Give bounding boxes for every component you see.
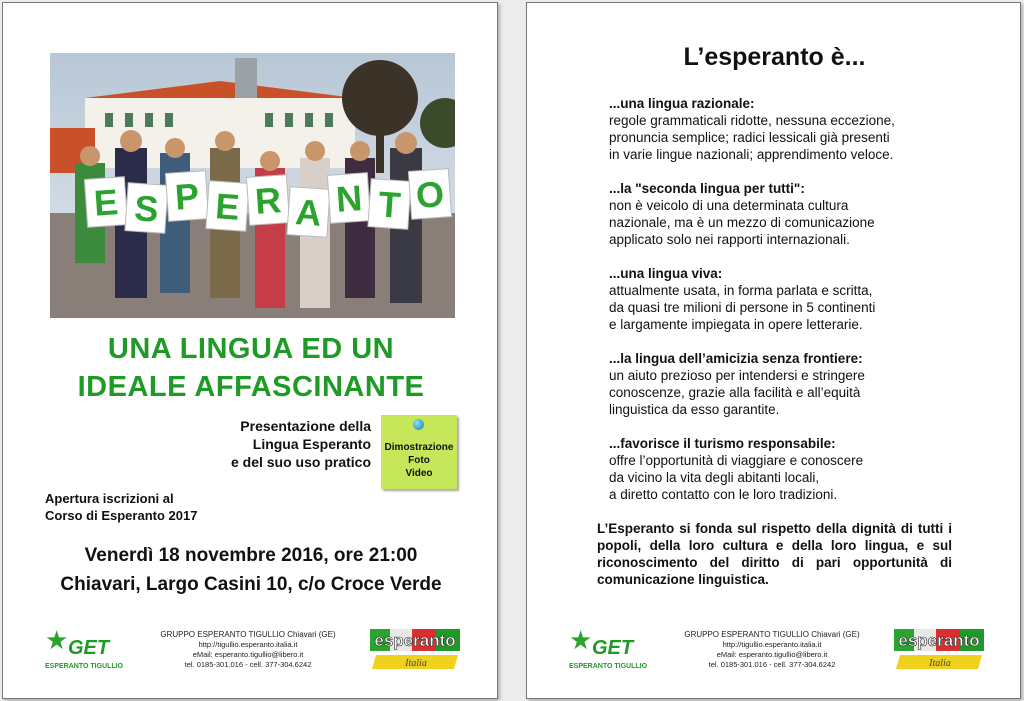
sign-card [165,171,208,222]
section-rational [609,95,939,163]
section-second-language [609,180,939,248]
sign-letter: A [294,191,323,234]
section-line: da vicino la vita degli abitanti locali, [609,470,820,485]
sign-card [84,177,127,228]
logo-text: GET [592,637,634,659]
section-heading: ...la lingua dell’amicizia senza frontiere: [609,351,863,366]
event-place: Chiavari, Largo Casini 10, c/o Croce Verde [60,574,442,595]
esperanto-italia-logo [892,625,987,673]
sign-letter: O [414,173,446,216]
logo-brand: esperanto [374,631,456,650]
presentation-line: e del suo uso pratico [230,454,371,470]
section-heading: ...la "seconda lingua per tutti": [609,181,805,196]
section-friendship [609,350,939,418]
section-line: e largamente impiegata in opere letterarie. [609,317,863,332]
phone-numbers: tel. 0185-301.016 - cell. 377-304.6242 [708,660,836,669]
section-heading: ...favorisce il turismo responsabile: [609,436,836,451]
presentation-line: Presentazione della [240,418,371,434]
star-icon: ★ [569,625,593,655]
website-link[interactable]: http://tigullio.esperanto.italia.it [722,640,822,649]
headline-line-1: UNA LINGUA ED UN [107,333,395,365]
sign-card [327,173,370,224]
enrollment-notice [45,490,197,524]
sign-card [125,183,168,234]
sign-card [408,169,451,220]
sign-letter: T [377,183,402,226]
logo-brand-sub: Italia [405,658,427,669]
enroll-line: Apertura iscrizioni al [45,491,174,506]
sign-letter: N [334,177,364,220]
sticky-line: Foto [408,455,430,466]
logo-subtitle: ESPERANTO TIGULLIO [45,663,124,670]
website-link[interactable]: http://tigullio.esperanto.italia.it [198,640,298,649]
section-line: attualmente usata, in forma parlata e scritta, [609,283,873,298]
sign-card [287,187,330,238]
sticky-note [381,415,457,489]
section-line: nazionale, ma è un mezzo di comunicazione [609,215,875,230]
sign-letter: R [253,179,283,222]
section-tourism [609,435,939,503]
phone-numbers: tel. 0185-301.016 - cell. 377-304.6242 [184,660,312,669]
get-logo [567,627,657,677]
sign-card [206,181,249,232]
section-line: non è veicolo di una determinata cultura [609,198,849,213]
group-name: GRUPPO ESPERANTO TIGULLIO Chiavari (GE) [160,630,336,639]
logo-brand-sub: Italia [929,658,951,669]
sticky-line: Dimostrazione [384,442,454,453]
section-line: pronuncia semplice; radici lessicali già presenti [609,130,890,145]
section-line: in varie lingue nazionali; apprendimento veloce. [609,147,894,162]
section-line: conoscenze, grazie alla facilità e all’equità [609,385,861,400]
esperanto-italia-logo [368,625,463,673]
email-address[interactable]: eMail: esperanto.tigullio@libero.it [192,650,304,659]
footer [527,625,1020,685]
contact-info [677,630,867,670]
section-heading: ...una lingua razionale: [609,96,755,111]
presentation-text [231,417,371,471]
sign-letter: P [173,175,201,218]
event-date: Venerdì 18 novembre 2016, ore 21:00 [84,545,418,566]
flyer-front-page [2,2,498,699]
contact-info [153,630,343,670]
closing-statement: L’Esperanto si fonda sul rispetto della dignità di tutti i popoli, della loro cultura e della loro lingua, e sul riconoscimento del diritto di pari opportunità di comunicazione linguistica. [597,521,952,587]
email-address[interactable]: eMail: esperanto.tigullio@libero.it [716,650,828,659]
sign-letter: S [133,187,160,230]
section-line: linguistica da esso garantite. [609,402,780,417]
get-logo [43,627,133,677]
flyer-back-page [526,2,1021,699]
group-name: GRUPPO ESPERANTO TIGULLIO Chiavari (GE) [684,630,860,639]
section-line: a diretto contatto con le loro tradizioni. [609,487,838,502]
logo-text: GET [68,637,110,659]
footer [3,625,497,685]
pushpin-icon [413,419,424,430]
sign-card [246,175,289,226]
page-title: L’esperanto è... [683,43,866,71]
presentation-line: Lingua Esperanto [252,436,371,452]
section-heading: ...una lingua viva: [609,266,723,281]
group-photo [50,53,455,318]
section-living-language [609,265,939,333]
logo-brand: esperanto [898,631,980,650]
sign-letter: E [214,185,241,228]
headline-line-2: IDEALE AFFASCINANTE [77,371,425,403]
enroll-line: Corso di Esperanto 2017 [45,508,198,523]
logo-subtitle: ESPERANTO TIGULLIO [569,663,648,670]
section-line: da quasi tre milioni di persone in 5 continenti [609,300,876,315]
sticky-line: Video [405,468,433,479]
section-line: applicato solo nei rapporti internazionali. [609,232,850,247]
section-line: un aiuto prezioso per intendersi e stringere [609,368,865,383]
sign-letter: E [92,181,120,224]
section-line: offre l’opportunità di viaggiare e conoscere [609,453,864,468]
star-icon: ★ [45,625,69,655]
section-line: regole grammaticali ridotte, nessuna eccezione, [609,113,895,128]
sign-card [368,179,411,230]
